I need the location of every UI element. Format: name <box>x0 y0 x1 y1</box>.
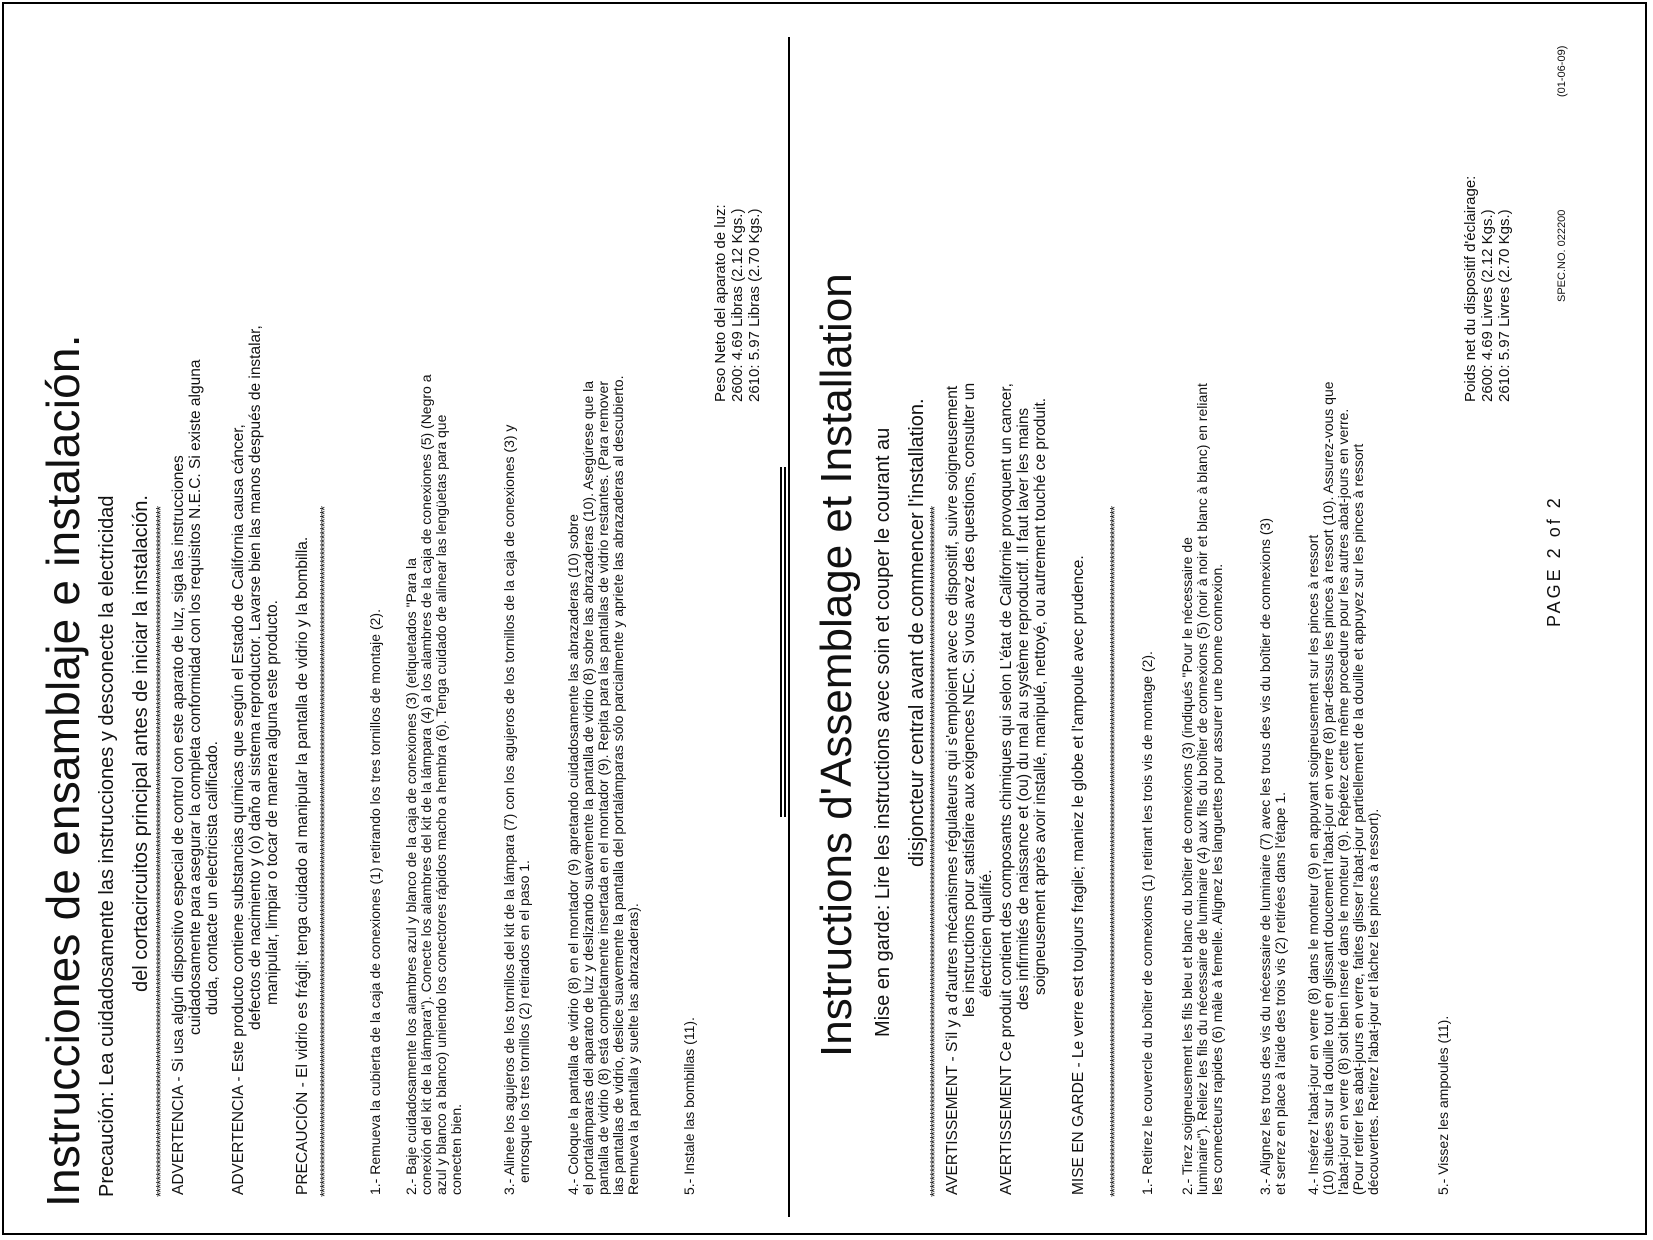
french-step-3 <box>1258 35 1288 1195</box>
weight-2600: 2600: 4.69 Libras (2.12 Kgs.) <box>729 208 746 402</box>
french-step-4 <box>1306 35 1381 1195</box>
step-line: 3.- Alignez les trous des vis du nécessaire de luminaire (7) avec les trous des vis du boîtier de connexions (3) <box>1257 517 1273 1195</box>
french-warning-1 <box>944 35 995 1195</box>
step-line: les connecteurs rapides (6) mâle à femelle. Alignez les languettes pour assurer une bonne connexion. <box>1209 563 1225 1195</box>
page-number: PAGE 2 of 2 <box>1544 495 1564 627</box>
step-line: l'abat-jour en verre (8) soit bien inseré dans le monteur (9). Répétez cette même procedure pour les autres abat-jours en verre. <box>1335 408 1351 1195</box>
warning-text: duda, contacte un electricista calificado. <box>204 741 221 1015</box>
star-divider-4: ************************************************************************************************************************************************************************** <box>1107 506 1122 1197</box>
step-line: conexión del kit de la lámpara"). Conecte los alambres del kit de la lámpara (4) a los alambres de la caja de conexiones (5) (Negro a <box>418 374 434 1195</box>
revision-date: (01-06-09) <box>1556 45 1568 97</box>
spanish-caution <box>90 97 158 1197</box>
warning-text: cuidadosamente para asegurar la completa conformidad con los requisitos N.E.C. Si existe alguna <box>187 359 204 1035</box>
spanish-warning-3 <box>294 35 311 1195</box>
weight-2600: 2600: 4.69 Livres (2.12 Kgs.) <box>1479 209 1496 402</box>
weight-2610: 2610: 5.97 Livres (2.70 Kgs.) <box>1496 209 1513 402</box>
spanish-step-5 <box>682 35 697 1195</box>
spanish-net-weight <box>712 2 763 402</box>
french-caution <box>866 0 934 1037</box>
warning-text: électricien qualifié. <box>978 869 995 997</box>
warning-label: ADVERTENCIA - Este producto contiene substancias químicas que según el Estado de California causa cáncer, <box>230 424 247 1195</box>
french-title: Instructions d'Assemblage et Installation <box>812 273 861 1057</box>
double-rule-top <box>780 467 782 817</box>
warning-text: soigneusement après avoir installé, manipulé, nettoyé, ou autrement touché ce produit. <box>1032 397 1049 995</box>
warning-label: ADVERTENCIA - Si usa algún dispositivo especial de control con este aparato de luz, siga las instrucciones <box>170 455 187 1195</box>
step-line: (Pour retirer les abat-jours en verre, faites glisser l'abat-jour partiellement de la douille et appuyez sur les pinces à ressort <box>1350 443 1366 1195</box>
french-warning-2 <box>998 35 1049 1195</box>
french-caution-line1: Mise en garde: Lire les instructions avec soin et couper le courant au <box>872 427 894 1037</box>
spanish-caution-line2: del cortacircuitos principal antes de iniciar la instalación. <box>130 495 152 992</box>
french-step-1 <box>1140 35 1155 1195</box>
step-line: 5.- Instale las bombillas (11). <box>681 1017 697 1195</box>
step-line: 2.- Baje cuidadosamente los alambres azul y blanco de la caja de conexiones (3) (etiquetados "Para la <box>403 558 419 1195</box>
spanish-title: Instrucciones de ensamblaje e instalación. <box>37 334 89 1207</box>
spanish-step-2 <box>404 35 464 1195</box>
french-step-5 <box>1436 35 1451 1195</box>
spanish-step-3 <box>502 35 532 1195</box>
warning-label: AVERTISSEMENT Ce produit contient des composants chimiques qui selon L'état de Californie provoquent un cancer, <box>998 383 1015 1195</box>
spanish-caution-line1: Precaución: Lea cuidadosamente las instrucciones y desconecte la electricidad <box>96 495 118 1197</box>
step-line: 3.- Alinee los agujeros de los tornillos del kit de la lámpara (7) con los agujeros de los tornillos de la caja de conexiones (3) y <box>501 424 517 1195</box>
step-line: enrosque los tres tornillos (2) retirados en el paso 1. <box>516 860 532 1183</box>
step-line: et serrez en place à l'aide des trois vis (2) retirées dans l'étape 1. <box>1272 792 1288 1195</box>
weight-2610: 2610: 5.97 Libras (2.70 Kgs.) <box>746 208 763 402</box>
step-line: las pantallas de vidrio, deslice suavemente la pantalla del portalámparas sólo parcialmente y apriete las abrazaderas al descubierto. <box>610 375 626 1195</box>
step-line: luminaire"). Reliez les fils du nécessaire de luminaire (4) aux fils du boîtier de connexions (5) (noir à noir et blanc à blanc) en reliant <box>1194 383 1210 1195</box>
french-warning-3 <box>1070 35 1087 1195</box>
warning-text: manipular, limpiar o tocar de manera alguna este producto. <box>264 600 281 1005</box>
star-divider-3: ************************************************************************************************************************************************************************** <box>927 506 942 1197</box>
step-line: découvertes. Retirez l'abat-jour et lâchez les pinces à ressort). <box>1365 808 1381 1195</box>
step-line: conecten bien. <box>448 1103 464 1195</box>
step-line: 1.- Remueva la cubierta de la caja de conexiones (1) retirando los tres tornillos de montaje (2). <box>367 609 383 1195</box>
step-line: azul y blanco a blanco) uniendo los conectores rápidos macho a hembra (6). Tenga cuidado de alinear las lengüetas para que <box>433 414 449 1195</box>
step-line: 1.- Retirez le couvercle du boîtier de connexions (1) retirant les trois vis de montage (2). <box>1139 651 1155 1195</box>
step-line: Remueva la pantalla y suelte las abrazaderas). <box>625 903 641 1195</box>
spanish-warning-2 <box>230 35 281 1195</box>
step-line: (10) situées sur la douille tout en glissant doucement l'abat-jour en verre (8) par-dessus les pinces à ressort (10). Assurez-vous que <box>1320 381 1336 1195</box>
spanish-warning-1 <box>170 35 221 1195</box>
warning-text: les instructions pour satisfaire aux exigences NEC. Si vous avez des questions, consulter un <box>961 382 978 1017</box>
page-frame <box>2 2 1647 1235</box>
warning-label: PRECAUCIÓN - El vidrio es frágil; tenga cuidado al manipular la pantalla de vidrio y la bombilla. <box>294 536 311 1195</box>
step-line: pantalla de vidrio (8) está completamente insertada en el montador (9). Repita para las pantallas de vidrio restantes. (Para remover <box>595 381 611 1195</box>
section-divider <box>788 37 790 1217</box>
french-net-weight <box>1462 2 1513 402</box>
spanish-step-1 <box>368 35 383 1195</box>
double-rule-bottom <box>784 467 786 817</box>
star-divider-1: ************************************************************************************************************************************************************************** <box>153 506 168 1197</box>
rotated-sheet <box>4 4 1649 1237</box>
step-line: 5.- Vissez les ampoules (11). <box>1435 1015 1451 1195</box>
warning-label: AVERTISSEMENT - S'il y a d'autres mécanismes régulateurs qui s'emploient avec ce dispositif, suivre soigneusement <box>944 385 961 1195</box>
spec-number: SPEC.NO. 022200 <box>1556 209 1568 302</box>
weight-heading: Poids net du dispositif d'éclairage: <box>1462 175 1479 402</box>
warning-text: defectos de nacimiento y (o) daño al sistema reproductor. Lavarse bien las manos después de instalar, <box>247 325 264 1030</box>
step-line: 4.- Insérez l'abat-jour en verre (8) dans le monteur (9) en appuyant soigneusement sur les pinces à ressort <box>1305 534 1321 1195</box>
french-caution-line2: disjoncteur central avant de commencer l'installation. <box>906 398 928 867</box>
weight-heading: Peso Neto del aparato de luz: <box>712 204 729 402</box>
star-divider-2: ************************************************************************************************************************************************************************** <box>317 506 332 1197</box>
warning-label: MISE EN GARDE - Le verre est toujours fragile; maniez le globe et l'ampoule avec prudence. <box>1070 555 1087 1195</box>
warning-text: des infirmités de naissance et (ou) du mal au système reproductif. Il faut laver les mains <box>1015 407 1032 1010</box>
step-line: 2.- Tirez soigneusement les fils bleu et blanc du boîtier de connexions (3) (indiqués "Pour le nécessaire de <box>1179 537 1195 1195</box>
spanish-step-4 <box>566 35 641 1195</box>
step-line: 4.- Coloque la pantalla de vidrio (8) en el montador (9) apretando cuidadosamente las abrazaderas (10) sobre <box>565 514 581 1195</box>
french-step-2 <box>1180 35 1225 1195</box>
step-line: el portalámparas del aparato de luz y deslizando suavemente la pantalla de vidrio (8) sobre las abrazaderas (10). Asegúrese que la <box>580 380 596 1195</box>
